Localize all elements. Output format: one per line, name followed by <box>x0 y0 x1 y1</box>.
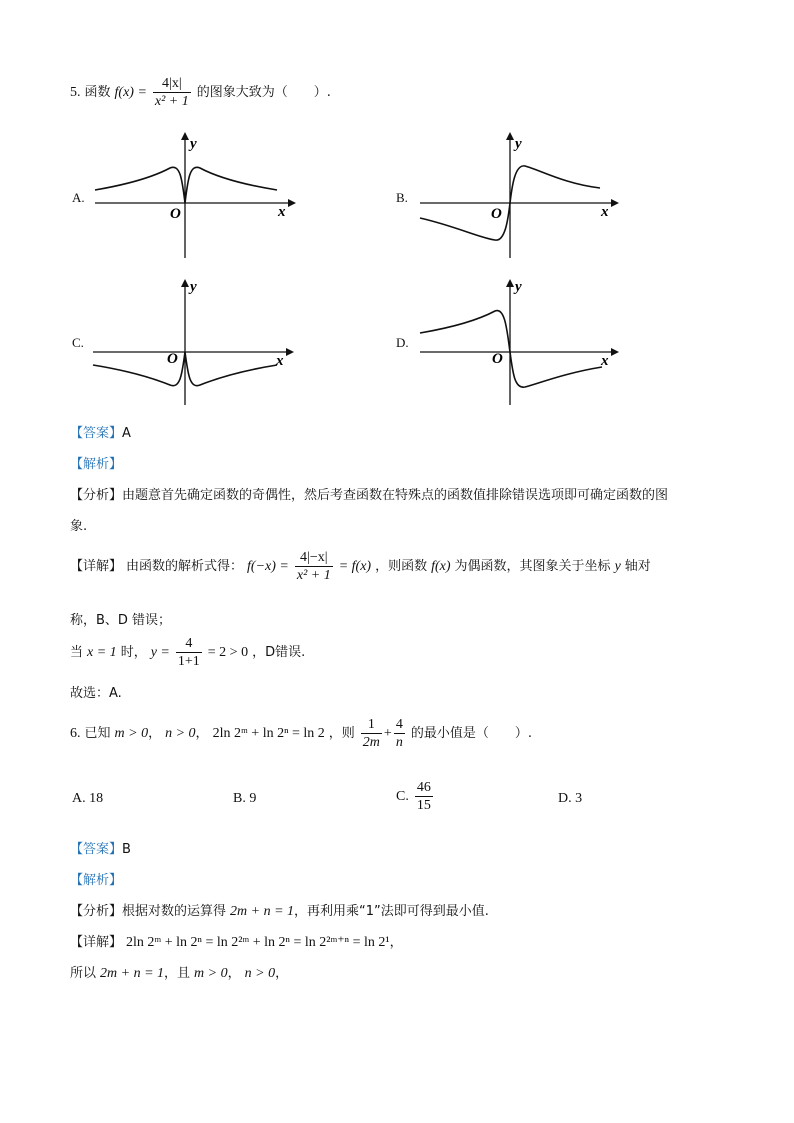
q6-xj2-end: ， <box>275 966 289 981</box>
q6-option-a: A. 18 <box>72 791 104 806</box>
q5-xj-text3: 为偶函数，其图象关于坐标 <box>454 559 611 575</box>
q5-xj-line3 <box>70 636 305 669</box>
q5-xj-fraction2 <box>176 636 202 669</box>
q5-xj-frac2-den: 1+1 <box>177 654 200 669</box>
q5-xj-shi: 时， <box>120 645 147 661</box>
q6-xj2-text2: ，且 <box>164 966 191 981</box>
q5-xj-frac2-num: 4 <box>185 636 193 651</box>
q6-xj2-comma: ， <box>227 966 241 981</box>
q6-option-c-num: 46 <box>416 780 431 795</box>
q6-n-cond: n > 0 <box>165 726 196 742</box>
q6-frac2-den: n <box>395 735 403 750</box>
q5-graph-b-origin: O <box>491 206 502 222</box>
q5-graph-a-xlabel: x <box>278 204 286 220</box>
q5-stem <box>70 76 331 109</box>
q6-comma2: ， <box>195 726 209 742</box>
q5-number: 5. <box>70 85 81 101</box>
q5-xj-when: 当 <box>70 645 84 661</box>
q6-frac1 <box>361 717 382 750</box>
q6-xj2-eq: 2m + n = 1 <box>100 966 165 981</box>
q5-answer-value: A <box>122 426 131 441</box>
q6-number: 6. <box>70 726 81 742</box>
q5-xj-conclusion: 故选：A. <box>70 686 122 701</box>
q5-xj-fx: f(x) <box>431 559 451 575</box>
q6-xiangjie-tag: 【详解】 <box>70 935 123 950</box>
q6-text3: 的最小值是（ ）. <box>410 726 532 742</box>
q6-xj2-text1: 所以 <box>70 966 97 981</box>
q5-fenxi-line1 <box>70 484 668 503</box>
q5-xj-y: y <box>614 559 621 575</box>
q5-graph-c <box>90 275 300 407</box>
q5-fenxi-text1: 由题意首先确定函数的奇偶性，然后考查函数在特殊点的函数值排除错误选项即可确定函数的图 <box>122 488 669 503</box>
q5-xiangjie-line1 <box>70 550 651 583</box>
q6-option-c-den: 15 <box>416 798 431 813</box>
q5-graph-d-curve <box>420 311 602 388</box>
q5-analysis-tag: 【解析】 <box>70 457 123 472</box>
q5-graph-d-origin: O <box>492 351 503 367</box>
q5-answer-line <box>70 422 131 441</box>
q6-answer-value: B <box>122 842 131 857</box>
q5-graph-b-ylabel: y <box>515 136 522 152</box>
q5-graph-d-ylabel: y <box>515 279 522 295</box>
q5-graph-b-xlabel: x <box>601 204 609 220</box>
q5-option-b-label: B. <box>396 190 408 205</box>
q5-xj-dcuo: ，D错误. <box>252 645 306 661</box>
q6-option-c-label: C. <box>396 789 409 805</box>
q5-graph-a <box>90 128 300 260</box>
q5-graph-a-ylabel: y <box>190 136 197 152</box>
q6-fenxi-eq: 2m + n = 1 <box>230 904 295 919</box>
q6-option-d: D. 3 <box>558 791 583 806</box>
q6-option-b: B. 9 <box>233 791 257 806</box>
q6-frac1-den: 2m <box>362 735 380 750</box>
q5-answer-tag: 【答案】 <box>70 426 123 441</box>
q6-frac2 <box>394 717 405 750</box>
q5-frac-num: 4|x| <box>162 76 182 91</box>
q5-graph-a-curve <box>95 167 277 203</box>
q6-xiangjie-line <box>70 931 403 951</box>
q6-frac1-num: 1 <box>367 717 375 732</box>
q5-xj-text4: 轴对 <box>624 559 651 575</box>
q6-plus: + <box>383 726 392 742</box>
q5-xj-text1: 由函数的解析式得： <box>126 559 244 575</box>
q5-graph-d <box>415 275 625 407</box>
q6-xj2-n: n > 0 <box>244 966 276 981</box>
q5-graph-c-ylabel: y <box>190 279 197 295</box>
q5-func-lhs: f(x) = <box>114 85 147 101</box>
q6-fenxi-tag: 【分析】 <box>70 904 123 919</box>
q5-xj-res: = 2 > 0 <box>207 645 249 661</box>
q5-xj-y2: y = <box>150 645 170 661</box>
q5-xj-frac-num: 4|−x| <box>300 550 328 565</box>
q5-xj-frac-den: x² + 1 <box>296 568 331 583</box>
q6-m-cond: m > 0 <box>114 726 149 742</box>
q6-xj-comma: ， <box>389 935 403 950</box>
q6-comma1: ， <box>148 726 162 742</box>
q5-xj-line2: 称，B、D 错误； <box>70 613 172 628</box>
q6-answer-tag: 【答案】 <box>70 842 123 857</box>
q6-text2: ，则 <box>328 726 355 742</box>
q5-xj-lhs: f(−x) = <box>247 559 289 575</box>
q5-xj-cond: x = 1 <box>87 645 117 661</box>
q5-graph-b <box>415 128 625 260</box>
q5-frac-den: x² + 1 <box>154 94 189 109</box>
q6-answer-line <box>70 838 131 857</box>
q5-stem-suffix: 的图象大致为（ ）. <box>196 85 331 101</box>
q6-fenxi-line <box>70 900 489 920</box>
q5-fenxi-line2: 象. <box>70 519 88 534</box>
q6-frac2-num: 4 <box>395 717 403 732</box>
q5-graph-a-origin: O <box>170 206 181 222</box>
q5-fenxi-tag: 【分析】 <box>70 488 123 503</box>
q5-fraction <box>153 76 191 109</box>
q5-xj-text2: ，则函数 <box>375 559 428 575</box>
q6-xj-eq: 2ln 2ᵐ + ln 2ⁿ = ln 2²ᵐ + ln 2ⁿ = ln 2²ᵐ⁺ⁿ = ln 2¹ <box>126 935 390 950</box>
q5-option-d-label: D. <box>396 335 409 350</box>
q6-fenxi-text1: 根据对数的运算得 <box>122 904 227 919</box>
q6-xj2-m: m > 0 <box>194 966 228 981</box>
q5-stem-prefix: 函数 <box>84 85 111 101</box>
q6-equation: 2ln 2ᵐ + ln 2ⁿ = ln 2 <box>212 726 325 742</box>
q5-graph-c-origin: O <box>167 351 178 367</box>
q5-xj-fraction <box>295 550 333 583</box>
q6-text1: 已知 <box>84 726 111 742</box>
q6-stem <box>70 717 532 750</box>
q6-option-c-fraction <box>415 780 433 813</box>
q5-xiangjie-tag: 【详解】 <box>70 559 123 575</box>
q5-xj-rhs: = f(x) <box>338 559 372 575</box>
q6-xj-line2 <box>70 962 288 982</box>
q5-option-a-label: A. <box>72 190 85 205</box>
q6-analysis-tag: 【解析】 <box>70 873 123 888</box>
q5-option-c-label: C. <box>72 335 84 350</box>
q6-option-c <box>396 780 435 813</box>
q5-graph-d-xlabel: x <box>601 353 609 369</box>
q6-fenxi-text2: ，再利用乘“1”法即可得到最小值. <box>294 904 489 919</box>
q5-graph-c-xlabel: x <box>276 353 284 369</box>
